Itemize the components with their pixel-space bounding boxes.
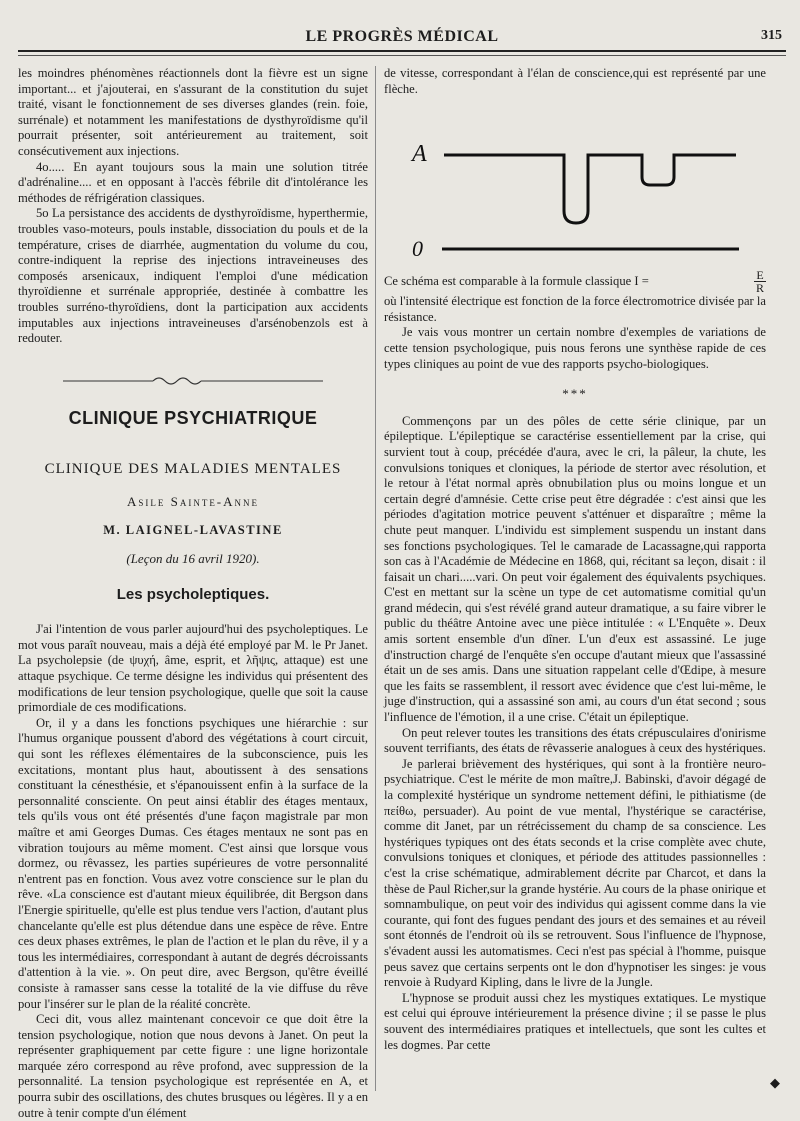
paragraph: de vitesse, correspondant à l'élan de conscience,qui est représenté par une flèche. <box>384 66 766 96</box>
paragraph: les moindres phénomènes réactionnels dont la fièvre est un signe important... et j'ajouterai, en s'assurant de la constitution du sujet traité, visant le fonctionnement de ses diverses glandes (rein. foie, surrénale) et notamment les manifestations de dysthyroïdisme qu'il pourrait présenter, soit antérieurement au traitement, soit consécutivement aux injections. <box>18 66 368 158</box>
page-header <box>18 22 786 52</box>
formula-numerator: E <box>754 269 766 282</box>
section-asterisks: *** <box>562 386 588 402</box>
paragraph: où l'intensité électrique est fonction de la force électromotrice divisée par la résistance. <box>384 294 766 324</box>
right-column <box>384 66 766 1053</box>
formula-line <box>384 269 766 294</box>
paragraph: Ceci dit, vous allez maintenant concevoir ce que doit être la tension psychologique, notion que nous devons à Janet. On peut la représenter graphiquement par cette figure : une ligne horizontale marquée zéro correspond au rêve profond, avec suppression de la personnalité. La tension psychologique est représentée en A, et pourra subir des oscillations, des chutes brusques ou légères. Il y a en outre à tenir compte d'un élément <box>18 1012 368 1120</box>
paragraph: L'hypnose se produit aussi chez les mystiques extatiques. Le mystique est celui qui éprouve intérieurement la présence divine ; il se passe le plus souvent des intermédiaires pratiques et intellectuels, que sont les cultes et les dogmes. Par cette <box>384 990 766 1052</box>
paragraph: J'ai l'intention de vous parler aujourd'hui des psycholeptiques. Le mot vous paraît nouveau, mais a déjà été employé par M. le Pr Janet. La psycholepsie (de ψυχή, âme, esprit, et λῆψις, attaque) est une attaque psychique. Ce terme désigne les individus qui présentent des modifications de leur tension psychologique, quelle que soit la cause primordiale de ces modifications. <box>18 622 368 715</box>
institution-name: Asile Sainte-Anne <box>126 493 260 509</box>
paragraph: Je parlerai brièvement des hystériques, qui sont à la frontière neuro-psychiatrique. C'est le mérite de mon maître,J. Babinski, d'avoir dégagé de la complexité hystérique un syndrome nettement défini, le pithiatisme (de πείθω, persuader). Au point de vue mental, l'hystérique se caractérise, comme dit Janet, par un rétrécissement du champ de sa conscience. Les hystériques typiques ont des états seconds et la crise complète avec chute, convulsions toniques et cloniques, et période des attitudes passionnelles : c'est la crise schématique, admirablement décrite par Charcot, et dans la thèse de Paul Richer,sur la grande hystérie. Au cours de la phase onirique et somnambulique, on peut voir des individus qui agissent comme dans la vie courante, qui font des fugues pendant des jours et des semaines et au réveil sont étonnés de l'endroit où ils se retrouvent. Sous l'influence de l'hypnose, s'évadent aussi les automatismes. Ceci n'est pas spécial à l'homme, puisque peus savez que certains serpents ont le don d'hypnotiser les singes: je vous renvoie à Rudyard Kipling, dans le livre de la Jungle. <box>384 756 766 990</box>
formula-text: Ce schéma est comparable à la formule classique I = <box>384 273 649 288</box>
header-rule <box>18 50 786 52</box>
diagram-label-zero: 0 <box>412 236 423 262</box>
running-title: LE PROGRÈS MÉDICAL <box>305 28 499 45</box>
lecture-date: (Leçon du 16 avril 1920). <box>126 551 260 567</box>
section-subtitle: CLINIQUE DES MALADIES MENTALES <box>44 461 342 478</box>
formula-fraction <box>754 269 766 294</box>
paragraph: Commençons par un des pôles de cette série clinique, par un épileptique. L'épileptique se caractérise essentiellement par la crise, qui survient tout à coup, précédée d'aura, avec le cri, la pâleur, la chute, les convulsions toniques et cloniques, la période de stertor avec résolution, et le retour à l'état normal après obnubilation plus ou moins longue et un certain degré d'amnésie. Cette crise peut être dégradée : c'est ainsi que les périodes d'agitation motrice peuvent s'atténuer et disparaître ; même la chute peut manquer. L'individu est simplement suspendu un instant dans ses fonctions psychologiques. Tel le camarade de Lacassagne,qui rapporta son cas à l'Académie de Médecine en 1868, qui, récitant sa leçon, disait : il faisait un chari.....vari. On peut voir également des équivalents psychiques. C'est en mettant sur la scène un type de cet automatisme comitial qu'un grand médecin, qui s'est révélé grand auteur dramatique, a su faire vibrer le public du théâtre Antoine avec une pièce intitulée : « L'Enquête ». Deux amis sortent ensemble d'un dîner. L'un d'eux est assassiné. Le juge d'instruction chargé de l'enquête s'en occupe d'autant mieux que l'assassiné était un de ses amis. Dans une situation rappelant celle d'Œdipe, à mesure que les faits se rassemblent, il ressort avec évidence que c'est lui-même, le juge d'instruction, qui a assassiné son ami, au cours d'un état second ; sous l'influence de l'émotion, il a une crise. C'était un épileptique. <box>384 413 766 725</box>
tension-curve-second <box>604 155 736 185</box>
author-name: M. LAIGNEL-LAVASTINE <box>103 523 283 538</box>
left-column <box>18 66 368 1121</box>
column-separator <box>375 66 376 1091</box>
paragraph: Je vais vous montrer un certain nombre d'exemples de variations de cette tension psychologique, puis nous ferons une synthèse rapide de ces types cliniques au point de vue des rapports psycho-biologiques. <box>384 325 766 371</box>
paragraph: 4o..... En ayant toujours sous la main une solution titrée d'adrénaline.... et en opposant à l'accès fébrile dit d'intolérance les méthodes de réfrigération classiques. <box>18 159 368 205</box>
paragraph: Or, il y a dans les fonctions psychiques une hiérarchie : sur l'humus organique poussent d'abord des végétations à court circuit, qui sont les réflexes élémentaires de la subconscience, puis les excitations, montant plus haut, aboutissent à des sensations constituant la cénesthésie, et s'épanouissent enfin à la surface de la personnalité consciente. On peut ainsi établir des étages mentaux, tels qu'ils vous ont été présentés d'une façon magistrale par mon maître et ami Georges Dumas. Ces étages mentaux ne sont pas en vibration toujours au même moment. C'est ainsi que lorsque vous dormez, ou rêvassez, les parties supérieures de votre personnalité n'entrent pas en fonction. Vous avez votre conscience sur le plan du rêve. «La conscience est d'autant mieux équilibrée, dit Bergson dans l'Energie spirituelle, qu'elle est plus tendue vers l'action, d'autant plus chancelante qu'elle est plus détendue dans une espèce de rêve. Entre ces deux phases extrêmes, le plan de l'action et le plan du rêve, il y a tous les intermédiaires, correspondant à autant de degrés décroissants d'attention à la vie. ». On peut dire, avec Bergson, qu'être éveillé consiste à ramasser sans cesse la totalité de la vie diffuse du rêve pour l'insérer sur le plan de la réalité concrète. <box>18 715 368 1011</box>
tension-curve <box>444 155 604 223</box>
tension-diagram <box>384 103 766 263</box>
paragraph: 5o La persistance des accidents de dysthyroïdisme, hyperthermie, troubles vaso-moteurs, pouls instable, dissociation du pouls et de la température, crises de diarrhée, augmentation du volume du cou, contre-indiquent la reprise des injections intraveineuses des composés arsenicaux, indiquent l'emploi d'une médication thyroïdienne et surrénale appropriée, destinée à combattre les troubles surréno-thyroïdiens, dont la participation aux accidents imputables aux injections intraveineuses d'arsénobenzols est à redouter. <box>18 206 368 346</box>
formula-denominator: R <box>755 281 764 296</box>
page-number: 315 <box>761 28 782 43</box>
diagram-label-a: A <box>412 141 427 168</box>
article-title: Les psycholeptiques. <box>116 585 270 603</box>
section-title: CLINIQUE PSYCHIATRIQUE <box>68 407 318 428</box>
ornament-divider <box>18 375 368 387</box>
paragraph: On peut relever toutes les transitions des états crépusculaires d'onirisme souvent terrifiants, des états de rêvasserie analogues à ceux des hystériques. <box>384 725 766 756</box>
end-mark: ◆ <box>770 1075 780 1090</box>
header-rule-thin <box>18 55 786 56</box>
